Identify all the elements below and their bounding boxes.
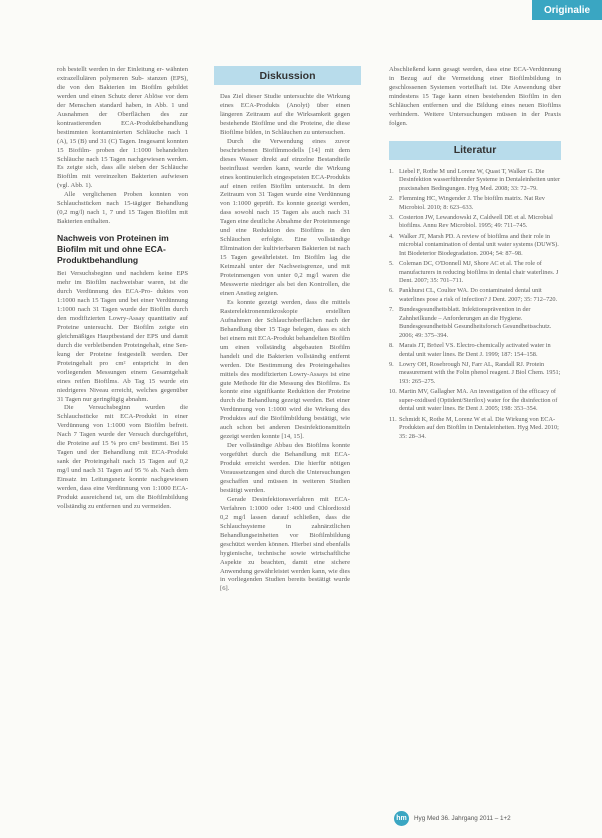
column-middle <box>220 66 350 594</box>
page-footer <box>394 811 511 826</box>
reference-item: 8. Marais JT, Brözel VS. Electro-chemically activated water in dental unit water lines. Br Dent J. 1999; 187: 154–158. <box>389 342 551 358</box>
body-paragraph: roh bestellt werden in der Einleitung er- wähnten extrazellulären polymeren Sub- stanzen (EPS), die von den Bakterien im Biofilm gebildet werden und einen Schutz derer Ablöse vor dem der Menschen standard haben, in Abb. 1 und Ausnahmen der Oberflächen des zur kontrastierenden ECA-Produktbehandlung bestimmten kontaminierten Schläuche nach 1 (A), 15 (B) und 31 (C) Tagen. Insgesamt konnten 15 Biofilm- proben der 1:1000 behandelten Schläuche nach 15 Tagen nachgewiesen werden. Es zeigte sich, dass alle sieben der Schläuche Biofilm mit vereinzelten Bakterien aufwiesen (vgl. Abb. 1). <box>57 66 188 190</box>
reference-item: 11. Schmidt K, Rothe M, Lorenz W et al. Die Wirkung von ECA-Produkten auf den Biofilm in Dentaleinheiten. Hyg Med. 2010; 35: 28–34. <box>389 415 559 440</box>
column-left <box>57 66 188 512</box>
reference-item: 7. Bundesgesundheitsblatt. Infektionsprävention in der Zahnheilkunde – Anforderungen an die Hygiene. Bundesgesundheitsbl Gesundheitsforsch Gesundheitsschutz. 2006; 49: 375–394. <box>389 306 552 339</box>
body-paragraph: Gerade Desinfektionsverfahren mit ECA-Verfahren 1:1000 oder 1:400 und Chlordioxid 0,2 mg/l lassen darauf schließen, dass die Schlauchsysteme in zahnärztlichen Behandlungseinheiten vor Biofilmbildung geschützt werden können. Hierbei sind ebenfalls hygienische, technische sowie wirtschaftliche Aspekte zu beachten, damit eine sichere Anwendung gewährleistet werden kann, wie dies in vorliegenden Studien bereits bestätigt wurde [6]. <box>220 495 350 593</box>
journal-logo-icon: hm <box>394 811 409 826</box>
reference-item: 1. Liebel F, Rothe M und Lorenz W, Quast T, Walker G. Die Desinfektion wasserführender Systeme in Dentaleinheiten unter praxisnahen Bedingungen. Hyg Med. 2008; 33: 72–79. <box>389 167 561 192</box>
reference-item: 9. Lowry OH, Rosebrough NJ, Farr AL, Randall RJ. Protein measurement with the Folin phenol reagent. J Biol Chem. 1951; 193: 265–275. <box>389 360 561 386</box>
footer-text: Hyg Med 36. Jahrgang 2011 – 1+2 <box>414 815 511 822</box>
reference-item: 5. Coleman DC, O'Donnell MJ, Shore AC et al. The role of manufacturers in reducing biofilms in dental chair waterlines. J Dent. 2007; 35: 701–711. <box>389 259 559 285</box>
body-paragraph: Es konnte gezeigt werden, dass die mittels Rasterelektronenmikroskopie erstellten Aufnahmen der Schlauchoberflächen nach der Behandlung über 15 Tage belegen, dass es sich bei einem mit ECA-Produkt behandelten Biofilm um einen vollständig abgebauten Biofilm handelt und die Bakterien vollständig entfernt werden. Die Bestimmung des Proteingehaltes mittels des modifizierten Lowry-Assays ist eine gute Methode für die Messung des Biofilms. Es konnte eine signifikante Reduktion der Proteine durch die Behandlung gezeigt werden. Bei einer Verdünnung von 1:1000 wird die Wirkung des Produktes auf die Biofilmbildung bestätigt, wie auch schon bei anderen Desinfektionsmitteln gezeigt werden konnte [14, 15]. <box>220 298 350 441</box>
reference-item: 2. Flemming HC, Wingender J. The biofilm matrix. Nat Rev Microbiol. 2010; 8: 623–633. <box>389 195 545 211</box>
literature-heading: Literatur <box>389 141 561 160</box>
reference-item: 10. Martin MV, Gallagher MA. An investigation of the efficacy of super-oxidised (Optident/Sterilox) water for the disinfection of dental unit water lines. Br Dent J. 2005; 198: 353–354. <box>389 388 558 413</box>
column-right <box>389 66 561 443</box>
body-paragraph: Abschließend kann gesagt werden, dass eine ECA-Verdünnung in Bezug auf die Vermeidung einer Biofilmbildung in geschlossenen Systemen vorteilhaft ist. Die Anwendung über mindestens 15 Tage kann einen bestehenden Biofilm in den Schläuchen entfernen und die Bildung eines neuen Biofilms verhindern. Weitere Untersuchungen müssen in der Praxis folgen. <box>389 66 561 127</box>
body-paragraph: Das Ziel dieser Studie untersuchte die Wirkung eines ECA-Produkts (Anolyt) über einen längeren Zeitraum auf die Wirksamkeit gegen bestehende Biofilme und die Proteine, die diese Biofilme bilden, in Schläuchen zu untersuchen. <box>220 93 350 136</box>
body-paragraph: Der vollständige Abbau des Biofilms konnte vorgeführt durch die Behandlung mit ECA-Produkt erreicht werden. Die hierfür nötigen Voraussetzungen sind durch die Untersuchungen geschaffen und müssen in weiteren Studien bestätigt werden. <box>220 442 350 494</box>
body-paragraph: Bei Versuchsbeginn und nachdem keine EPS mehr im Biofilm nachweisbar waren, ist die durch Verdünnung des ECA-Pro- duktes von 1:1000 nach 15 Tagen und bei einer Verdünnung 1:1000 nach 31 Tagen wurde der Biofilm durch den modifizierten Lowry-Assay quantitativ auf Proteine untersucht. Der Biofilm zeigte ein gleichmäßiges Hauptbestand der EPS und damit durch die verbleibenden Proteingehalt, eine Sen- kung der Proteine festgestellt werden. Der Proteingehalt pro cm² entspricht in den vorliegenden Messungen einem Gesamtgehalt eines reifen Biofilms. Ab Tag 15 wurde ein niedrigeres Niveau erreicht, welches gegenüber 31 Tagen nur geringfügig abnahm. <box>57 270 188 403</box>
body-paragraph: Alle verglichenen Proben konnten von Schlauchstücken nach 15-tägiger Behandlung (0,2 mg/l) nach 1, 7 und 15 Tagen Biofilm mit Bakterien enthalten. <box>57 191 188 226</box>
discussion-heading: Diskussion <box>214 66 361 85</box>
reference-item: 3. Costerton JW, Lewandowski Z, Caldwell DE et al. Microbial biofilms. Annu Rev Microbiol. 1995; 49: 711–745. <box>389 213 553 230</box>
section-tag: Originalie <box>532 0 602 20</box>
reference-list <box>389 168 561 442</box>
reference-item: 6. Pankhurst CL, Coulter WA. Do contaminated dental unit waterlines pose a risk of infection? J Dent. 2007; 35: 712–720. <box>389 287 558 303</box>
body-paragraph: Durch die Verwendung eines zuvor beschriebenen Biofilmmodells [14] mit dem dieses Wasser direkt auf einzelne Bestandteile beeinflusst werden kann, wurde die Wirkung eines kontinuierlich eingespeisten ECA-Produkts auf einen reifen Biofilm untersucht. In dem Zeitraum von 31 Tagen wurde eine Verdünnung von 1:1000 geprüft. Es konnte gezeigt werden, dass sowohl nach 15 Tagen als auch nach 31 Tagen eine deutliche Abnahme der Proteinmenge und eine Reduktion des Biofilms in den Schläuchen erfolgte. Eine vollständige Elimination der kultivierbaren Bakterien ist nach 15 Tagen gewährleistet. Im Biofilm lag die Keimzahl unter der Nachweisgrenze, und mit Proteinmengen von unter 0,2 mg/l waren die Messwerte niedriger als bei den Kontrollen, die einen Anstieg zeigten. <box>220 137 350 297</box>
body-paragraph: Die Versuchsbeginn wurden die Schlauchstücke mit ECA-Produkt in einer Verdünnung von 1:1000 vom Biofilm befreit. Nach 7 Tagen wurde der Versuch durchgeführt, die Proteine auf 15 % pro cm² bestimmt. Bei 15 Tagen und der Behandlung mit ECA-Produkt sank der Proteingehalt nach 15 Tagen auf 0,2 mg/l und nach 31 Tagen auf 95 % ab. Nach dem Einsatz im Leitungsnetz konnte nachgewiesen werden, dass eine Verdünnung von 1:1000 ECA-Produkt ausreichend ist, um die Biofilmbildung vollständig zu entfernen und zu vermeiden. <box>57 404 188 510</box>
reference-item: 4. Walker JT, Marsh PD. A review of biofilms and their role in microbial contamination of dental unit water systems (DUWS). Int Biodeterior Biodegradation. 2004; 54: 87–98. <box>389 232 559 257</box>
section-subheading: Nachweis von Proteinen im Biofilm mit und ohne ECA-Produktbehandlung <box>57 233 169 266</box>
